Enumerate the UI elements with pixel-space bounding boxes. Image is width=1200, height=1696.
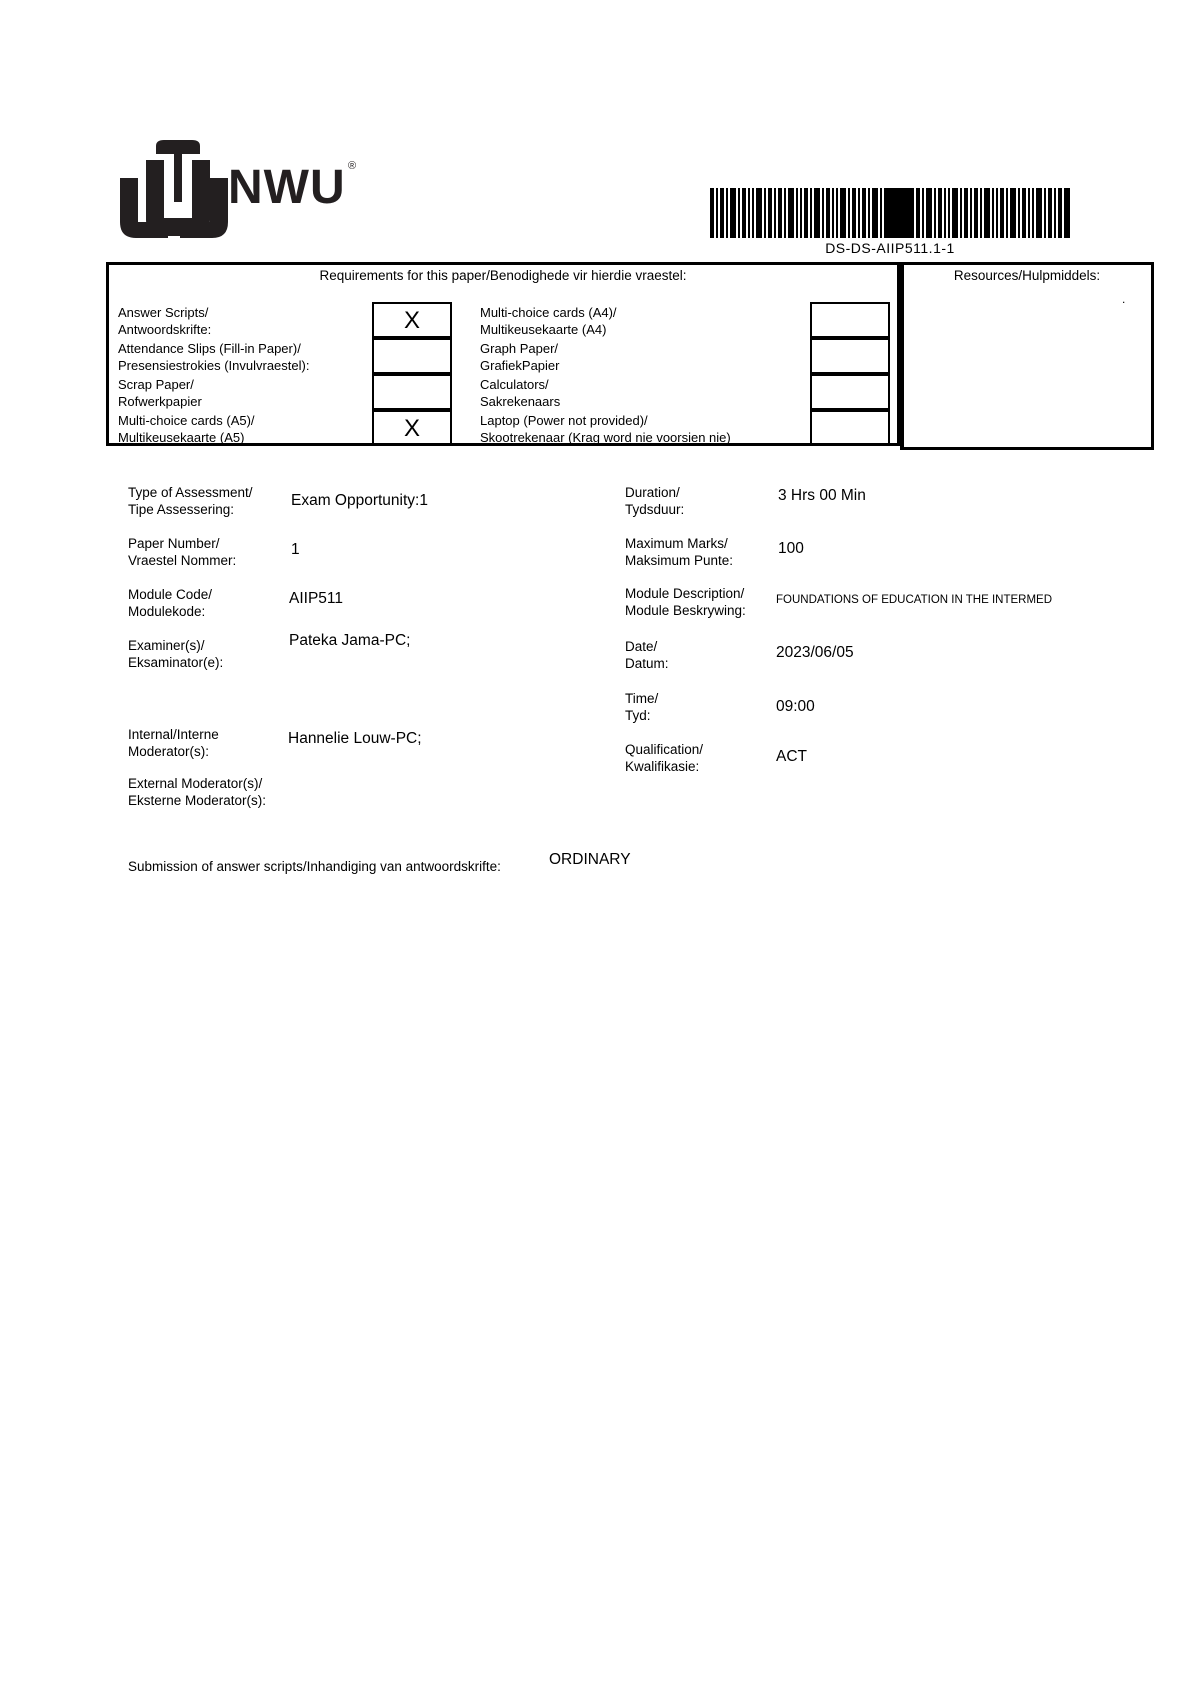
- req-mc-cards-a4-label: Multi-choice cards (A4)/ Multikeusekaarte (A4): [480, 305, 617, 337]
- submission-value: ORDINARY: [549, 851, 631, 868]
- module-description-label: Module Description/ Module Beskrywing:: [625, 586, 746, 618]
- internal-moderator-label: Internal/Interne Moderator(s):: [128, 727, 219, 759]
- req-graph-paper-checkbox[interactable]: [810, 338, 890, 374]
- req-scrap-paper-checkbox[interactable]: [372, 374, 452, 410]
- qualification-value: ACT: [776, 748, 807, 765]
- internal-moderator-value: Hannelie Louw-PC;: [288, 730, 422, 747]
- duration-value: 3 Hrs 00 Min: [778, 487, 866, 504]
- examiner-label: Examiner(s)/ Eksaminator(e):: [128, 638, 224, 670]
- req-attendance-slips-checkbox[interactable]: [372, 338, 452, 374]
- examiner-value: Pateka Jama-PC;: [289, 632, 411, 649]
- paper-number-label: Paper Number/ Vraestel Nommer:: [128, 536, 237, 568]
- req-laptop-label: Laptop (Power not provided)/ Skootrekenaar (Krag word nie voorsien nie): [480, 413, 731, 445]
- paper-number-value: 1: [291, 541, 300, 558]
- barcode-label: DS-DS-AIIP511.1-1: [825, 240, 955, 256]
- req-graph-paper-label: Graph Paper/ GrafiekPapier: [480, 341, 560, 373]
- req-calculators-checkbox[interactable]: [810, 374, 890, 410]
- req-answer-scripts-checkbox[interactable]: X: [372, 302, 452, 338]
- req-mc-cards-a5-checkbox[interactable]: X: [372, 410, 452, 446]
- logo-wordmark: NWU: [228, 161, 346, 214]
- date-label: Date/ Datum:: [625, 639, 669, 671]
- maximum-marks-label: Maximum Marks/ Maksimum Punte:: [625, 536, 734, 568]
- date-value: 2023/06/05: [776, 644, 854, 661]
- resources-box: [900, 262, 1154, 450]
- req-laptop-checkbox[interactable]: [810, 410, 890, 446]
- type-of-assessment-label: Type of Assessment/ Tipe Assessering:: [128, 485, 253, 517]
- duration-label: Duration/ Tydsduur:: [625, 485, 685, 517]
- qualification-label: Qualification/ Kwalifikasie:: [625, 742, 704, 774]
- req-scrap-paper-label: Scrap Paper/ Rofwerkpapier: [118, 377, 202, 409]
- module-description-value: FOUNDATIONS OF EDUCATION IN THE INTERMED: [776, 594, 1053, 606]
- time-label: Time/ Tyd:: [625, 691, 659, 723]
- external-moderator-label: External Moderator(s)/ Eksterne Moderator(s):: [128, 776, 267, 808]
- registered-mark: ®: [348, 160, 357, 172]
- req-mc-cards-a4-checkbox[interactable]: [810, 302, 890, 338]
- type-of-assessment-value: Exam Opportunity:1: [291, 492, 428, 509]
- req-answer-scripts-label: Answer Scripts/ Antwoordskrifte:: [118, 305, 212, 337]
- maximum-marks-value: 100: [778, 540, 804, 557]
- module-code-value: AIIP511: [289, 590, 344, 607]
- requirements-title: Requirements for this paper/Benodighede vir hierdie vraestel:: [319, 268, 687, 283]
- module-code-label: Module Code/ Modulekode:: [128, 587, 213, 619]
- time-value: 09:00: [776, 698, 815, 715]
- req-attendance-slips-label: Attendance Slips (Fill-in Paper)/ Presensiestrokies (Invulvraestel):: [118, 341, 310, 373]
- submission-label: Submission of answer scripts/Inhandiging van antwoordskrifte:: [128, 859, 501, 874]
- req-calculators-label: Calculators/ Sakrekenaars: [480, 377, 561, 409]
- resources-title: Resources/Hulpmiddels:: [953, 268, 1101, 283]
- resources-dot: .: [1122, 292, 1126, 306]
- barcode-icon: [710, 188, 1070, 238]
- req-mc-cards-a5-label: Multi-choice cards (A5)/ Multikeusekaarte (A5): [118, 413, 255, 445]
